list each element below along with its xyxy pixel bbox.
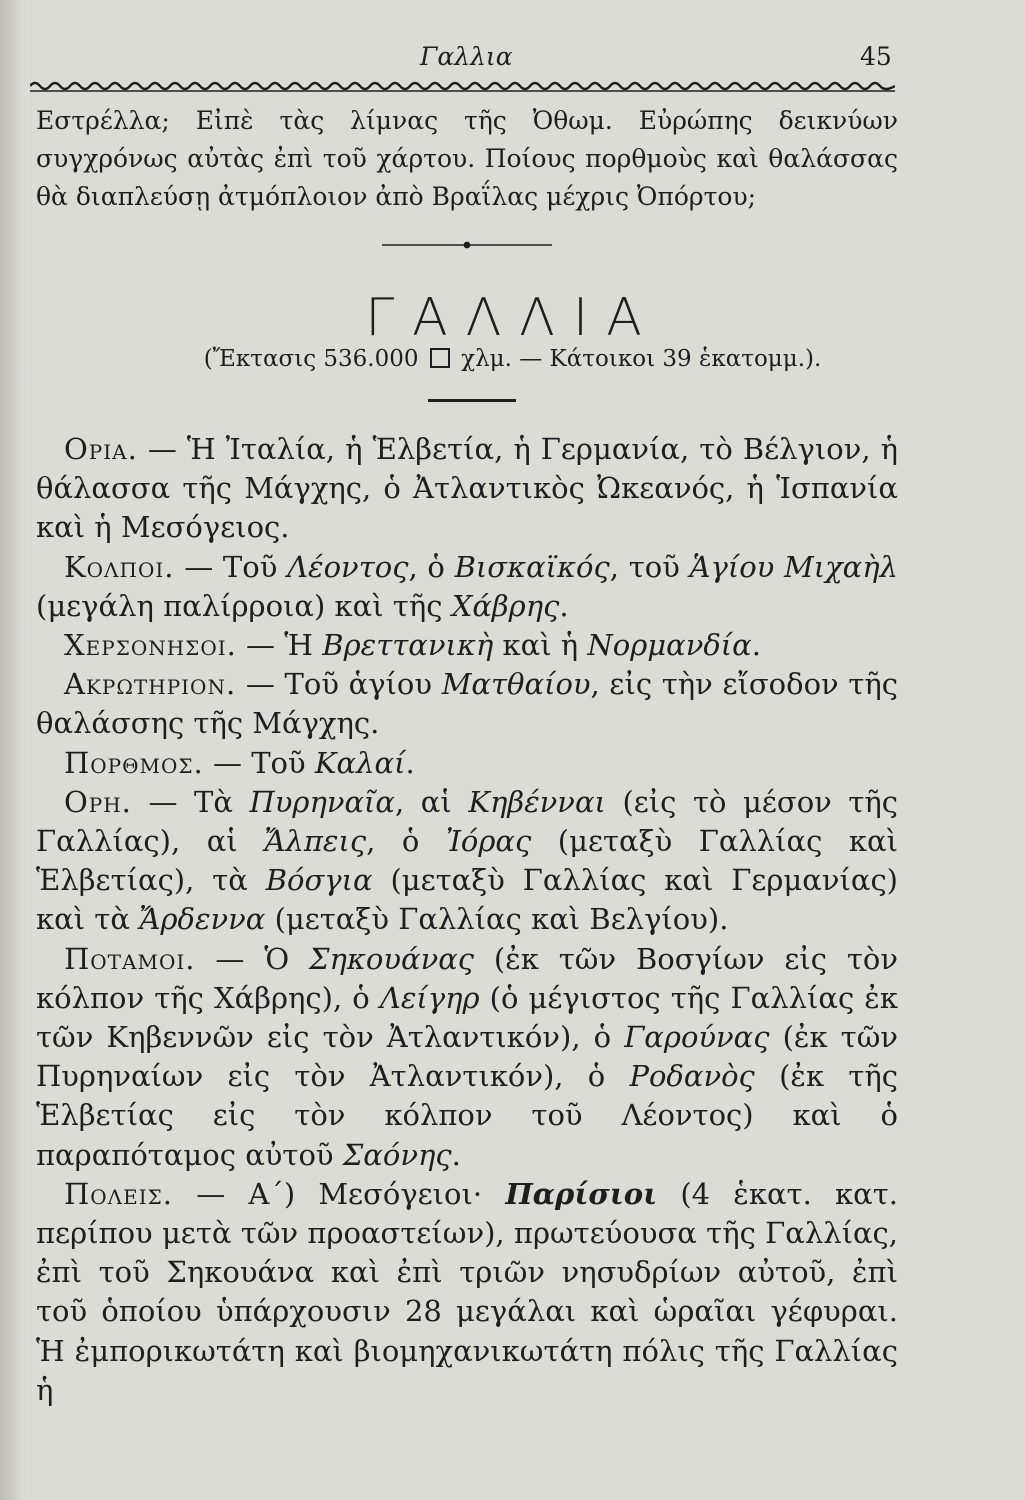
entry-text: (ἐκ τῶν Πυρηναίων εἰς τὸν Ἀτλαντικόν), ὁ (36, 1020, 898, 1094)
place-name: Ροδανὸς (629, 1059, 755, 1094)
entry-text: . (751, 628, 761, 663)
entry-akrotirion (36, 665, 898, 743)
entry-text: — Ἡ (236, 628, 323, 663)
entry-chersonisoi (36, 626, 898, 665)
wavy-ornament-rule (30, 80, 895, 94)
entry-text: (ὁ μέγιστος τῆς Γαλλίας ἐκ τῶν Κηβεννῶν εἰς τὸν Ἀτλαντικόν), ὁ (36, 980, 898, 1055)
place-name: Λέοντος (287, 549, 409, 584)
entry-text: , ὁ (366, 824, 446, 859)
place-name: Ἄρδεννα (139, 902, 266, 937)
place-name: Ἁγίου Μιχαὴλ (689, 549, 898, 584)
stats-area: (Ἔκτασις 536.000 (203, 346, 419, 372)
entry-text: , εἰς τὴν εἴσοδον τῆς θαλάσσης τῆς Μάγχης. (36, 667, 898, 741)
entry-text: (ἐκ τῶν Βοσγίων εἰς τὸν κόλπον τῆς Χάβρης), ὁ (36, 941, 899, 1015)
entry-text: , ὁ (408, 549, 455, 584)
body-text (36, 430, 898, 1410)
place-name: Κηβένναι (468, 784, 606, 819)
running-title: Γαλλια (420, 42, 513, 71)
place-name: Ἄλπεις (264, 824, 367, 859)
ornamental-divider (382, 240, 552, 250)
place-name: Νορμανδία (587, 628, 752, 663)
entry-label: Πολεις. (64, 1176, 173, 1211)
place-name: Λείγηρ (379, 980, 480, 1015)
section-stats (0, 346, 1025, 372)
section-title: ΓΑΛΛΙΑ (365, 288, 660, 348)
entry-text: — Τοῦ ἁγίου (236, 667, 442, 702)
entry-text: (εἰς τὸ μέσον τῆς Γαλλίας), αἱ (36, 784, 898, 859)
place-name: Σαόνης (342, 1137, 452, 1172)
entry-label: Ποταμοι. (64, 941, 196, 976)
page-header (0, 38, 1025, 78)
entry-text: (μεταξὺ Γαλλίας καὶ Βελγίου). (265, 902, 729, 937)
entry-oria (36, 430, 898, 548)
entry-label: Ακρωτηριον. (64, 667, 237, 702)
entry-ori (36, 783, 898, 940)
place-name: Σηκουάνας (309, 941, 475, 976)
square-symbol-icon (430, 348, 450, 368)
place-name: Γαρούνας (624, 1020, 770, 1055)
entry-text: (ἐκ τῆς Ἑλβετίας εἰς τὸν κόλπον τοῦ Λέοντος) καὶ ὁ παραπόταμος αὐτοῦ (36, 1059, 898, 1172)
entry-label: Κολποι. (64, 549, 175, 584)
entry-text: — Ὁ (195, 941, 309, 976)
entry-label: Πορθμος. (64, 745, 204, 780)
entry-text: , αἱ (395, 784, 469, 819)
entry-text: (μεταξὺ Γαλλίας καὶ Ἑλβετίας), τὰ (36, 824, 898, 898)
place-name: Βρεττανικὴ (322, 628, 494, 663)
page-spine-shadow (0, 0, 26, 1500)
entry-potamoi (36, 940, 898, 1175)
entry-text: (μεγάλη παλίρροια) καὶ τῆς (36, 588, 452, 623)
entry-label: Ορια. (64, 432, 138, 466)
entry-text: (4 ἑκατ. κατ. περίπου μετὰ τῶν προαστείων), πρωτεύουσα τῆς Γαλλίας, ἐπὶ τοῦ Σηκουάνα καὶ ἐπὶ τριῶν νησυδρίων αὐτοῦ, ἐπὶ τοῦ ὁποίου ὑπάρχουσιν 28 μεγάλαι καὶ ὡραῖαι γέφυραι. Ἡ ἐμπορικωτάτη καὶ βιομηχανικωτάτη πόλις τῆς Γαλλίας ἡ (36, 1176, 899, 1407)
short-divider (428, 399, 516, 402)
place-name: Βόσγια (265, 863, 373, 898)
entry-text: — Α΄) Μεσόγειοι· (173, 1176, 506, 1211)
place-name: Ματθαίου (441, 667, 591, 702)
place-name: Ἰόρας (445, 824, 532, 859)
entry-text: . (559, 588, 569, 623)
entry-text: — Ἡ Ἰταλία, ἡ Ἑλβετία, ἡ Γερμανία, τὸ Βέλγιον, ἡ θάλασσα τῆς Μάγχης, ὁ Ἀτλαντικὸς Ὠκεανός, ἡ Ἱσπανία καὶ ἡ Μεσόγειος. (36, 432, 898, 545)
entry-text: — Τοῦ (203, 745, 315, 780)
entry-poleis (36, 1175, 898, 1410)
stats-population: χλμ. — Κάτοικοι 39 ἑκατομμ.). (461, 346, 822, 372)
capital-name: Παρίσιοι (505, 1176, 658, 1211)
entry-label: Ορη. (64, 784, 132, 819)
entry-text: — Τοῦ (174, 549, 288, 584)
entry-text: . (451, 1137, 461, 1172)
page-number: 45 (860, 42, 892, 71)
place-name: Βισκαϊκός (454, 549, 610, 584)
entry-text: — Τὰ (131, 784, 250, 819)
entry-text: . (405, 745, 415, 780)
intro-paragraph: Εστρέλλα; Εἰπὲ τὰς λίμνας τῆς Ὀθωμ. Εὐρώπης δεικνύων συγχρόνως αὐτὰς ἐπὶ τοῦ χάρτου. Ποίους πορθμοὺς καὶ θαλάσσας θὰ διαπλεύσῃ ἀτμόπλοιον ἀπὸ Βραΐλας μέχρις Ὀπόρτου; (36, 106, 898, 211)
place-name: Καλαί (314, 745, 406, 780)
entry-text: (μεταξὺ Γαλλίας καὶ Γερμανίας) καὶ τὰ (36, 863, 898, 937)
entry-porthmos (36, 744, 898, 783)
place-name: Χάβρης (451, 588, 560, 623)
entry-label: Χερσονησοι. (64, 628, 237, 663)
place-name: Πυρηναῖα (249, 784, 396, 819)
entry-text: , τοῦ (609, 549, 690, 584)
entry-kolpoi (36, 548, 898, 626)
entry-text: καὶ ἡ (493, 628, 588, 663)
